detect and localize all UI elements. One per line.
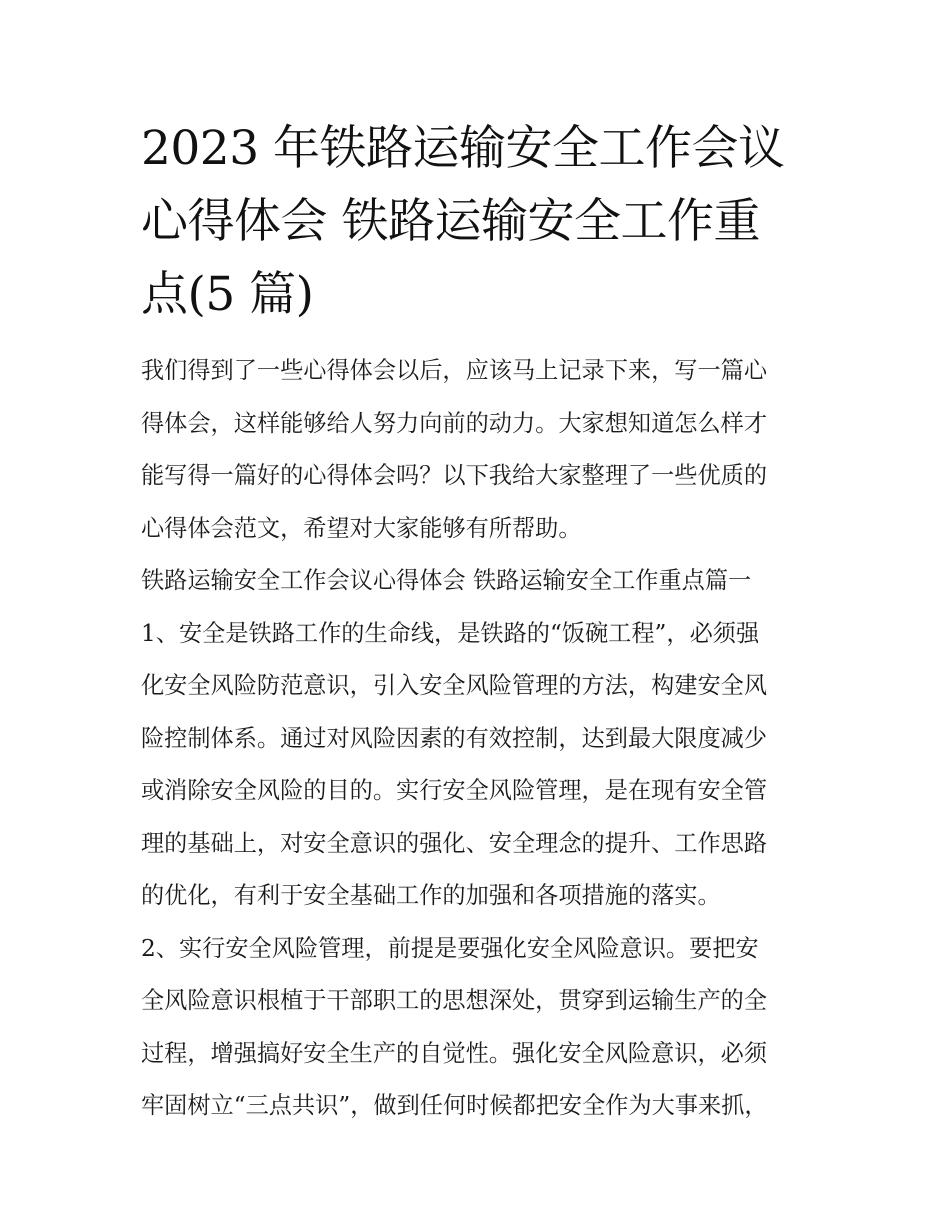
text-line: 的优化，有利于安全基础工作的加强和各项措施的落实。	[141, 882, 721, 909]
title-line: 点(5 篇)	[141, 267, 314, 322]
text-line: 心得体会范文，希望对大家能够有所帮助。	[141, 514, 582, 542]
text-line: 化安全风险防范意识，引入安全风险管理的方法，构建安全风	[141, 672, 768, 699]
text-line: 2、实行安全风险管理，前提是要强化安全风险意识。要把安	[141, 934, 759, 962]
text-line: 能写得一篇好的心得体会吗？以下我给大家整理了一些优质的	[141, 462, 768, 489]
text-line: 或消除安全风险的目的。实行安全风险管理，是在现有安全管	[141, 777, 768, 804]
text-line: 得体会，这样能够给人努力向前的动力。大家想知道怎么样才	[141, 409, 768, 437]
text-line: 过程，增强搞好安全生产的自觉性。强化安全风险意识，必须	[141, 1039, 768, 1067]
text-line: 理的基础上，对安全意识的强化、安全理念的提升、工作思路	[141, 829, 768, 857]
body-paragraph-2	[141, 923, 813, 1133]
body-paragraph-1	[141, 608, 813, 923]
text-line: 铁路运输安全工作会议心得体会 铁路运输安全工作重点篇一	[141, 567, 752, 594]
intro-paragraph	[141, 345, 813, 555]
document-body	[141, 112, 813, 1133]
document-title	[141, 112, 813, 331]
title-line: 2023 年铁路运输安全工作会议	[141, 121, 785, 176]
text-line: 全风险意识根植于干部职工的思想深处，贯穿到运输生产的全	[141, 987, 768, 1014]
section-heading	[141, 555, 813, 608]
text-line: 险控制体系。通过对风险因素的有效控制，达到最大限度减少	[141, 724, 768, 752]
text-line: 我们得到了一些心得体会以后，应该马上记录下来，写一篇心	[141, 357, 768, 384]
title-line: 心得体会 铁路运输安全工作重	[141, 194, 760, 249]
text-line: 1、安全是铁路工作的生命线，是铁路的“饭碗工程”，必须强	[141, 619, 760, 647]
text-line: 牢固树立“三点共识”，做到任何时候都把安全作为大事来抓，	[141, 1092, 768, 1119]
